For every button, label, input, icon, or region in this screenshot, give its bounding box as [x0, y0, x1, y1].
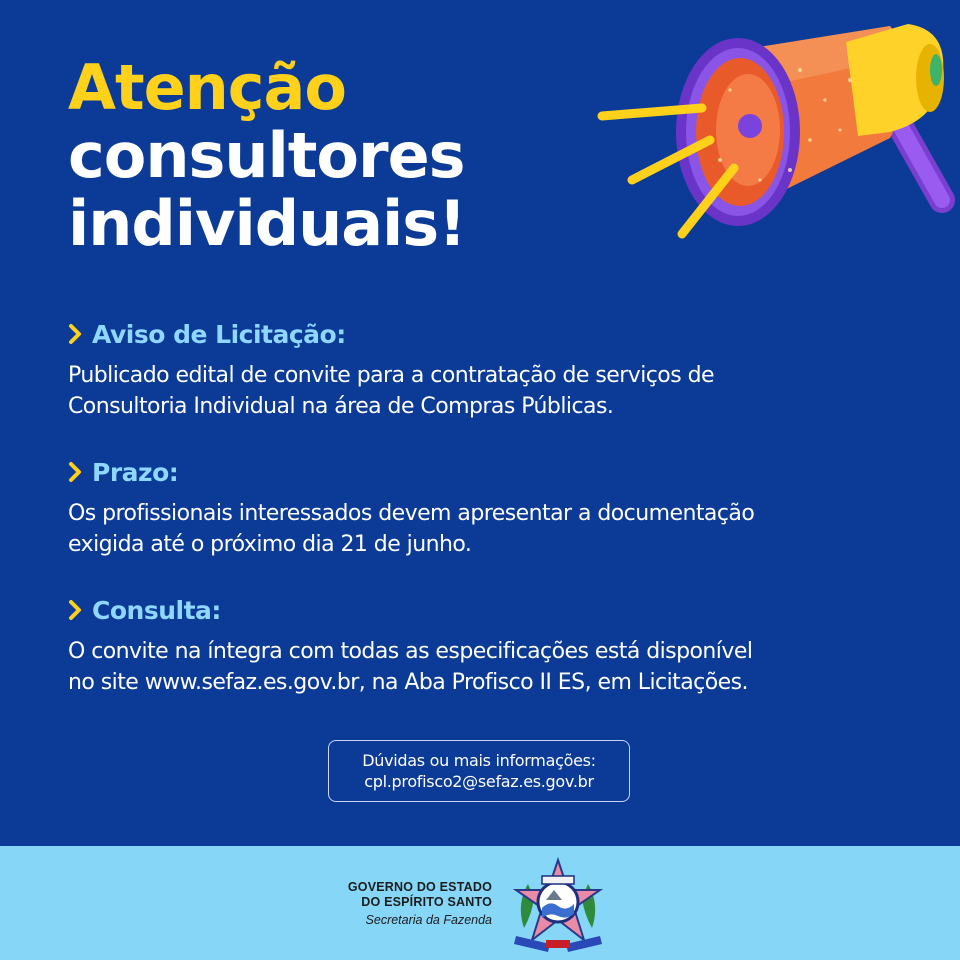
section-body-line: Consultoria Individual na área de Compras Públicas. [68, 394, 614, 419]
section-title-row [68, 454, 908, 490]
footer-band [0, 846, 960, 960]
contact-box [328, 740, 630, 802]
section-title: Aviso de Licitação: [92, 319, 346, 349]
headline-line-2: consultores [68, 119, 465, 192]
chevron-right-icon [68, 461, 82, 483]
section-title-row [68, 316, 908, 352]
section-body-line: Os profissionais interessados devem apresentar a documentação [68, 501, 755, 526]
section-body-line: O convite na íntegra com todas as especificações está disponível [68, 639, 753, 664]
government-wordmark [348, 880, 492, 930]
section-body [68, 636, 908, 698]
section-body-line: Publicado edital de convite para a contratação de serviços de [68, 363, 714, 388]
contact-email[interactable]: cpl.profisco2@sefaz.es.gov.br [364, 772, 594, 791]
section-body-line: no site www.sefaz.es.gov.br, na Aba Profisco II ES, em Licitações. [68, 670, 748, 695]
section-body [68, 360, 908, 422]
section-title-row [68, 592, 908, 628]
section-prazo [68, 454, 908, 560]
headline-line-1: Atenção [68, 51, 346, 124]
chevron-right-icon [68, 599, 82, 621]
megaphone-icon [590, 20, 960, 250]
government-line-1: GOVERNO DO ESTADO [347, 880, 492, 894]
chevron-right-icon [68, 323, 82, 345]
contact-label: Dúvidas ou mais informações: [362, 751, 596, 770]
coat-of-arms-icon [510, 854, 606, 954]
section-title: Consulta: [92, 595, 221, 625]
section-aviso [68, 316, 908, 422]
section-title: Prazo: [92, 457, 179, 487]
section-body-line: exigida até o próximo dia 21 de junho. [68, 532, 472, 557]
headline [68, 51, 466, 260]
section-consulta [68, 592, 908, 698]
section-body [68, 498, 908, 560]
government-line-2: DO ESPÍRITO SANTO [361, 895, 492, 909]
headline-line-3: individuais! [68, 187, 466, 260]
secretaria-label: Secretaria da Fazenda [365, 913, 492, 927]
